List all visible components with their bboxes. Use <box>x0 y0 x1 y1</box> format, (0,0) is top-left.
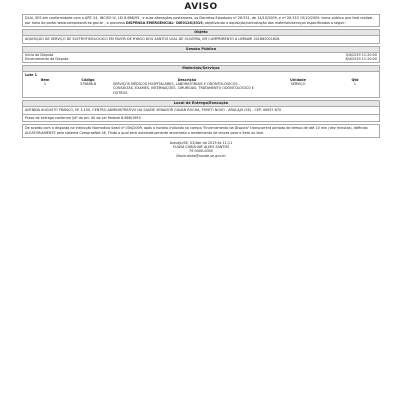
sessao-label: Início da Disputa <box>25 52 54 57</box>
intro-process-number: DISPENSA EMERGENCIAL- DIE0128/2019, <box>125 20 204 25</box>
signature-email: flavia.alves@saude.se.gov.br <box>176 153 226 158</box>
cell-unidade: SERVIÇO <box>290 81 306 86</box>
sessao-section <box>22 46 380 63</box>
intro-text-a: DLAI, SES em conformidade com o ART. 24, INCISO IV, LEI 8.666/93 , e suas alterações posteriores, os Decretos Estaduais nº 26.531, de 14/10/2009, e nº 26.533 15/10/2009, torna público que fará realizar, por meio do portal www.comprasnet.se.gov.br , o processo <box>25 16 374 25</box>
intro-text-b: objetivando a aquisição/contratação dos materiais/serviços especificados a seguir: <box>204 20 346 25</box>
cell-codigo: 375686-8 <box>79 81 97 86</box>
sessao-date: 3/4/2019 11:20:00 <box>345 52 377 57</box>
column-header-item: Item <box>40 77 50 82</box>
signature-block <box>22 141 380 159</box>
materiais-heading: Materiais/Serviços <box>23 66 379 72</box>
cell-descricao: SERVIÇOS MÉDICOS HOSPITALARES, LABORATORIAIS E ODONTOLÓGICOS - CONSULTAS, EXAMES, INTERNAÇÕES, CIRURGIAS, TRATAMENTO ODONTOLÓGICO E OUTROS. <box>113 81 254 95</box>
materiais-body <box>23 72 379 97</box>
signature-phone: 79 0000-0000 <box>189 149 213 154</box>
acordo-text: De acordo com o disposto na Instrução Normativa Sead nº 004/2009, após o horário indicado no campo "Encerramento da Disputa" transcorrerá período de tempo de até 10 min (dez minutos), definido ALEATORIAMENTE pelo sistema ComprasNet.SE, Findo o qual será automaticamente encerrada o recebimento de lances para o item ou lote. <box>25 126 368 135</box>
cell-qtd: 1 <box>353 81 357 86</box>
local-prazo: Prazo de entrega conforme §4º do art. 40 da Lei Federal 8.666/1993. <box>25 115 142 120</box>
objeto-section <box>22 29 380 44</box>
signature-place-date: Aracaju/SE, 03/Abr de 2019 às 11:11 <box>169 140 233 145</box>
materiais-section <box>22 65 380 98</box>
document-page <box>22 0 380 158</box>
objeto-text: AQUISIÇÃO DE SERVIÇO DE ELETROFISIOLÓGICO EM FAVOR DE HYAGO DOS SANTOS LEAL DE OLIVEIRA, EM CUMPRIMENTO A LIMINAR 201862001626. <box>25 37 281 42</box>
intro-box <box>22 14 380 27</box>
sessao-row <box>23 57 379 62</box>
column-header-unidade: Unidade <box>290 77 306 82</box>
acordo-box <box>22 124 380 137</box>
local-heading: Local de Entrega/Execução <box>23 101 379 107</box>
table-row <box>25 82 377 95</box>
sessao-heading: Sessão Pública <box>23 47 379 53</box>
column-header-qtd: Qtd <box>351 77 359 82</box>
local-section <box>22 100 380 122</box>
lote-label: Lote 1 <box>25 72 37 77</box>
page-title: AVISO <box>184 2 218 12</box>
cell-item: 1 <box>43 81 47 86</box>
sessao-label: Encerramento da Disputa <box>25 57 69 62</box>
sessao-date: 8/4/2019 11:20:00 <box>345 57 377 62</box>
materiais-table <box>25 78 377 96</box>
signature-name: FLÁVIA CAROLINE ALVES SANTOS <box>172 144 230 149</box>
local-address: AVENIDA AUGUSTO FRANCO, Nº 3.150, CENTRO ADMINISTRATIVO DA SAÚDE SENADOR GILVAN ROCHA, PONTO NOVO - ARACAJU (SE) - CEP. 49097-670 <box>23 107 379 115</box>
column-header-codigo: Código <box>81 77 95 82</box>
objeto-heading: Objeto <box>23 30 379 36</box>
intro-text <box>23 15 379 26</box>
column-header-descricao: Descrição <box>177 77 197 82</box>
